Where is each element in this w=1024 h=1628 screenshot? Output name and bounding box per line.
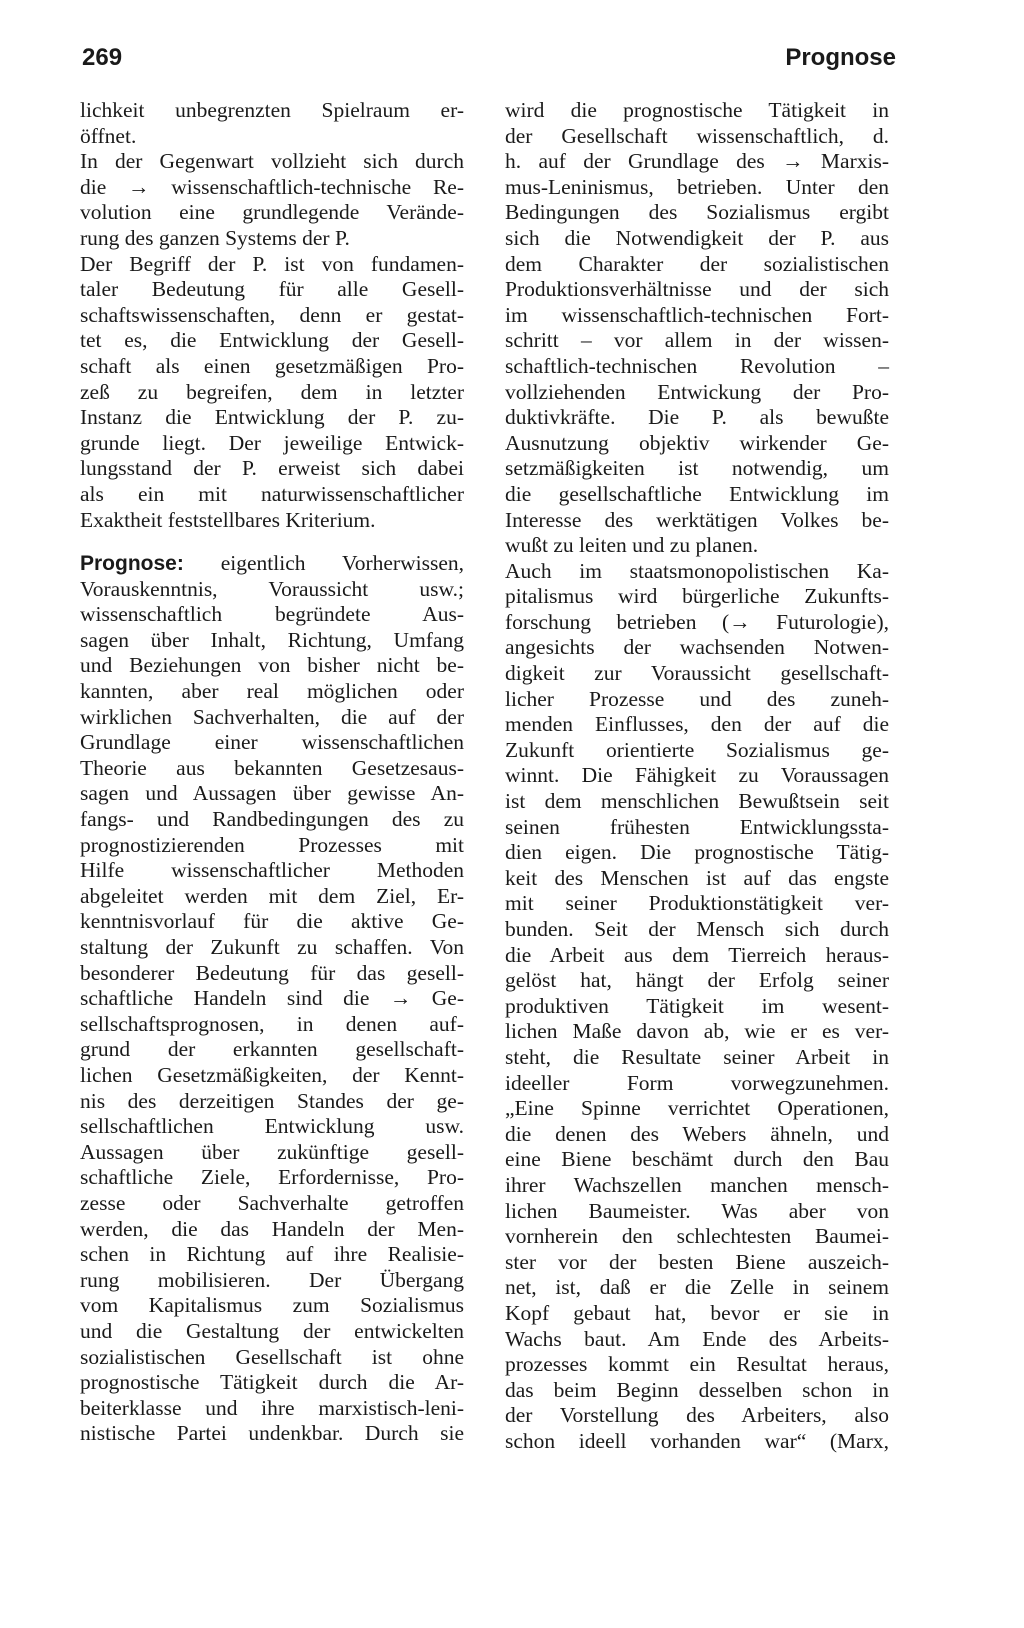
- text-line: nistische Partei undenkbar. Durch sie: [80, 1421, 464, 1446]
- text-line: schen in Richtung auf ihre Realisie-: [80, 1242, 464, 1267]
- text-line: Zukunft orientierte Sozialismus ge-: [505, 737, 889, 762]
- text-line: In der Gegenwart vollzieht sich durch: [80, 149, 464, 174]
- text-line: „Eine Spinne verrichtet Operationen,: [505, 1096, 889, 1121]
- text-line: Aussagen über zukünftige gesell-: [80, 1139, 464, 1164]
- paragraph-gap: [80, 533, 464, 551]
- text-line: Produktionsverhältnisse und der sich: [505, 277, 889, 302]
- text-line: grunde liegt. Der jeweilige Entwick-: [80, 430, 464, 455]
- text-line: nis des derzeitigen Standes der ge-: [80, 1088, 464, 1113]
- text-line: h. auf der Grundlage des → Marxis-: [505, 149, 889, 174]
- text-line: Der Begriff der P. ist von fundamen-: [80, 251, 464, 276]
- text-line: mus-Leninismus, betrieben. Unter den: [505, 174, 889, 199]
- text-line: rung des ganzen Systems der P.: [80, 225, 350, 250]
- entry-text: eigentlich Vorherwissen,: [183, 551, 464, 576]
- text-line: der Vorstellung des Arbeiters, also: [505, 1403, 889, 1428]
- text-line: ist dem menschlichen Bewußtsein seit: [505, 789, 889, 814]
- left-text-column: [80, 98, 464, 1447]
- text-line: die → wissenschaftlich-technische Re-: [80, 174, 464, 199]
- text-line: fangs- und Randbedingungen des zu: [80, 807, 464, 832]
- page-number: 269: [82, 44, 123, 71]
- text-line: [80, 551, 464, 577]
- text-line: rung mobilisieren. Der Übergang: [80, 1267, 464, 1292]
- right-text-column: [505, 98, 889, 1454]
- text-line: die denen des Webers ähneln, und: [505, 1121, 889, 1146]
- text-line: kenntnisvorlauf für die aktive Ge-: [80, 909, 464, 934]
- text-line: angesichts der wachsenden Notwen-: [505, 635, 889, 660]
- text-line: licher Prozesse und des zuneh-: [505, 686, 889, 711]
- text-line: lungsstand der P. erweist sich dabei: [80, 456, 464, 481]
- text-line: Theorie aus bekannten Gesetzesaus-: [80, 755, 464, 780]
- text-line: und Beziehungen von bisher nicht be-: [80, 653, 464, 678]
- text-line: pitalismus wird bürgerliche Zukunfts-: [505, 584, 889, 609]
- text-line: beiterklasse und ihre marxistisch-leni-: [80, 1395, 464, 1420]
- text-line: tet es, die Entwicklung der Gesell-: [80, 328, 464, 353]
- text-line: Bedingungen des Sozialismus ergibt: [505, 200, 889, 225]
- text-line: Interesse des werktätigen Volkes be-: [505, 507, 889, 532]
- text-line: wirklichen Sachverhalten, die auf der: [80, 704, 464, 729]
- text-line: lichkeit unbegrenzten Spielraum er-: [80, 98, 464, 122]
- text-line: prozesses kommt ein Resultat heraus,: [505, 1352, 889, 1377]
- text-line: digkeit zur Voraussicht gesellschaft-: [505, 661, 889, 686]
- text-line: winnt. Die Fähigkeit zu Voraussagen: [505, 763, 889, 788]
- text-line: staltung der Zukunft zu schaffen. Von: [80, 935, 464, 959]
- text-line: vornherein den schlechtesten Baumei-: [505, 1224, 889, 1249]
- text-line: produktiven Tätigkeit im wesent-: [505, 993, 889, 1018]
- text-line: sozialistischen Gesellschaft ist ohne: [80, 1344, 464, 1369]
- text-line: forschung betrieben (→ Futurologie),: [505, 609, 889, 634]
- text-line: das beim Beginn desselben schon in: [505, 1377, 889, 1402]
- text-line: ster vor der besten Biene auszeich-: [505, 1249, 889, 1274]
- text-line: öffnet.: [80, 123, 137, 148]
- text-line: zesse oder Sachverhalte getroffen: [80, 1190, 464, 1215]
- text-line: im wissenschaftlich-technischen Fort-: [505, 302, 889, 327]
- text-line: vom Kapitalismus zum Sozialismus: [80, 1293, 464, 1318]
- text-line: bunden. Seit der Mensch sich durch: [505, 917, 889, 941]
- text-line: dien eigen. Die prognostische Tätig-: [505, 840, 889, 865]
- text-line: taler Bedeutung für alle Gesell-: [80, 277, 464, 302]
- text-line: wird die prognostische Tätigkeit in: [505, 98, 889, 122]
- text-line: menden Einflusses, den der auf die: [505, 712, 889, 737]
- text-line: lichen Maße davon ab, wie er es ver-: [505, 1019, 889, 1044]
- text-line: als ein mit naturwissenschaftlicher: [80, 481, 464, 506]
- text-line: Instanz die Entwicklung der P. zu-: [80, 405, 464, 430]
- text-line: wissenschaftlich begründete Aus-: [80, 602, 464, 627]
- text-line: schaftliche Ziele, Erfordernisse, Pro-: [80, 1165, 464, 1190]
- text-line: sich die Notwendigkeit der P. aus: [505, 225, 889, 250]
- text-line: die gesellschaftliche Entwicklung im: [505, 481, 889, 506]
- text-line: besonderer Bedeutung für das gesell-: [80, 960, 464, 985]
- text-line: zeß zu begreifen, dem in letzter: [80, 379, 464, 404]
- text-line: schon ideell vorhanden war“ (Marx,: [505, 1428, 889, 1453]
- text-line: duktivkräfte. Die P. als bewußte: [505, 405, 889, 430]
- text-line: dem Charakter der sozialistischen: [505, 251, 889, 276]
- text-line: schaftliche Handeln sind die → Ge-: [80, 986, 464, 1011]
- text-line: prognostizierenden Prozesses mit: [80, 832, 464, 857]
- text-line: schaft als einen gesetzmäßigen Pro-: [80, 353, 464, 378]
- text-line: lichen Gesetzmäßigkeiten, der Kennt-: [80, 1062, 464, 1087]
- text-line: schaftswissenschaften, denn er gestat-: [80, 302, 464, 327]
- text-line: sagen und Aussagen über gewisse An-: [80, 781, 464, 806]
- text-line: keit des Menschen ist auf das engste: [505, 865, 889, 890]
- text-line: prognostische Tätigkeit durch die Ar-: [80, 1370, 464, 1395]
- text-line: kannten, aber real möglichen oder: [80, 679, 464, 704]
- text-line: schaftlich-technischen Revolution –: [505, 353, 889, 378]
- text-line: abgeleitet werden mit dem Ziel, Er-: [80, 883, 464, 908]
- text-line: sagen über Inhalt, Richtung, Umfang: [80, 627, 464, 652]
- text-line: ideeller Form vorwegzunehmen.: [505, 1070, 889, 1095]
- text-line: sellschaftsprognosen, in denen auf-: [80, 1011, 464, 1036]
- text-line: eine Biene beschämt durch den Bau: [505, 1147, 889, 1172]
- text-line: die Arbeit aus dem Tierreich heraus-: [505, 942, 889, 967]
- text-line: Auch im staatsmonopolistischen Ka-: [505, 558, 889, 583]
- text-line: net, ist, daß er die Zelle in seinem: [505, 1275, 889, 1300]
- text-line: wußt zu leiten und zu planen.: [505, 533, 759, 558]
- text-line: vollziehenden Entwickung der Pro-: [505, 379, 889, 404]
- text-line: Ausnutzung objektiv wirkender Ge-: [505, 430, 889, 455]
- text-line: und die Gestaltung der entwickelten: [80, 1318, 464, 1343]
- text-line: der Gesellschaft wissenschaftlich, d.: [505, 123, 889, 148]
- text-line: ihrer Wachszellen manchen mensch-: [505, 1172, 889, 1197]
- text-line: setzmäßigkeiten ist notwendig, um: [505, 456, 889, 481]
- text-line: schritt – vor allem in der wissen-: [505, 328, 889, 353]
- running-head: Prognose: [785, 44, 896, 71]
- text-line: werden, die das Handeln der Men-: [80, 1216, 464, 1241]
- text-line: grund der erkannten gesellschaft-: [80, 1037, 464, 1062]
- text-line: Grundlage einer wissenschaftlichen: [80, 730, 464, 755]
- text-line: seinen frühesten Entwicklungssta-: [505, 814, 889, 839]
- text-line: steht, die Resultate seiner Arbeit in: [505, 1044, 889, 1069]
- text-line: Kopf gebaut hat, bevor er sie in: [505, 1300, 889, 1325]
- text-line: volution eine grundlegende Verände-: [80, 200, 464, 225]
- text-line: gelöst hat, hängt der Erfolg seiner: [505, 968, 889, 993]
- text-line: Hilfe wissenschaftlicher Methoden: [80, 858, 464, 883]
- text-line: Wachs baut. Am Ende des Arbeits-: [505, 1326, 889, 1351]
- text-line: lichen Baumeister. Was aber von: [505, 1198, 889, 1223]
- text-line: Vorauskenntnis, Voraussicht usw.;: [80, 576, 464, 601]
- entry-keyword: Prognose:: [80, 552, 184, 576]
- text-line: sellschaftlichen Entwicklung usw.: [80, 1114, 464, 1139]
- text-line: mit seiner Produktionstätigkeit ver-: [505, 891, 889, 916]
- text-line: Exaktheit feststellbares Kriterium.: [80, 507, 376, 532]
